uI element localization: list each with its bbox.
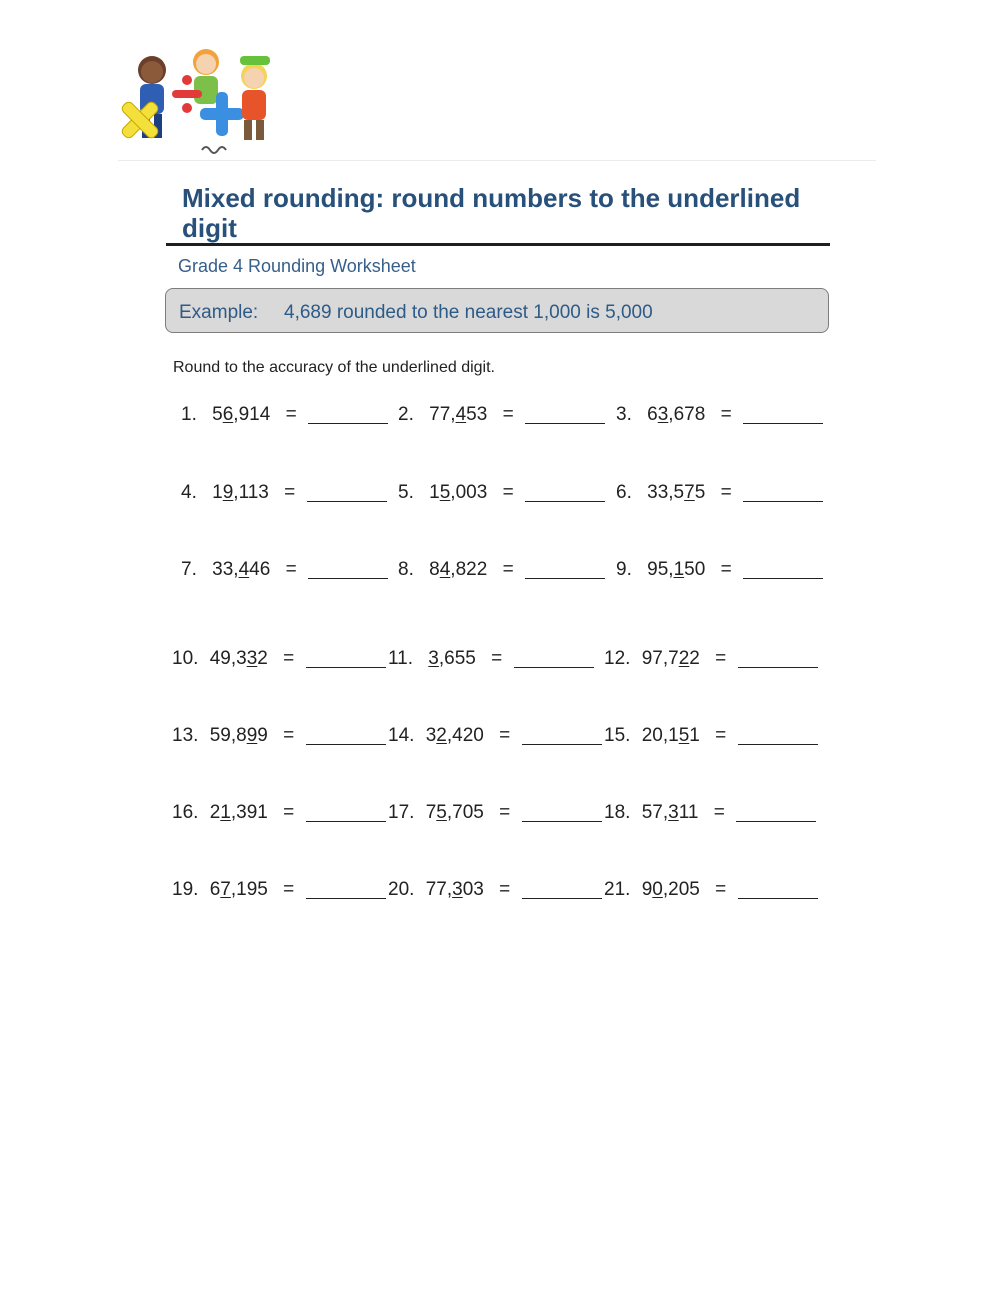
equals-sign: = <box>285 404 297 425</box>
problem-6 <box>616 482 823 504</box>
problem-label: 21. <box>604 879 631 900</box>
kids-math-logo-image <box>112 42 292 164</box>
answer-blank[interactable] <box>743 483 823 502</box>
problem-4 <box>181 482 387 504</box>
problem-10 <box>172 648 386 670</box>
problem-label: 3. <box>616 404 632 425</box>
equals-sign: = <box>720 482 732 503</box>
problem-7 <box>181 559 388 581</box>
problem-label: 20. <box>388 879 415 900</box>
problem-label: 14. <box>388 725 415 746</box>
equals-sign: = <box>284 482 296 503</box>
answer-blank[interactable] <box>738 726 818 745</box>
problem-label: 6. <box>616 482 632 503</box>
problem-number: 19,113 <box>212 482 269 503</box>
equals-sign: = <box>502 404 514 425</box>
problem-number: 63,678 <box>647 404 706 425</box>
underlined-digit: 5 <box>678 725 690 746</box>
problem-18 <box>604 802 816 824</box>
equals-sign: = <box>283 648 295 669</box>
problem-12 <box>604 648 818 670</box>
underlined-digit: 5 <box>436 802 447 823</box>
problem-label: 15. <box>604 725 631 746</box>
header-divider <box>118 160 876 161</box>
problem-label: 8. <box>398 559 414 580</box>
underlined-digit: 3 <box>428 648 439 669</box>
answer-blank[interactable] <box>743 405 823 424</box>
worksheet-title: Mixed rounding: round numbers to the underlined digit <box>182 183 801 243</box>
problem-3 <box>616 404 823 426</box>
problem-21 <box>604 879 818 901</box>
problem-number: 75,705 <box>425 802 484 823</box>
equals-sign: = <box>715 648 727 669</box>
problem-label: 13. <box>172 725 199 746</box>
problem-label: 7. <box>181 559 197 580</box>
underlined-digit: 7 <box>684 482 695 503</box>
equals-sign: = <box>491 648 503 669</box>
problem-15 <box>604 725 818 747</box>
problem-20 <box>388 879 602 901</box>
problem-number: 77,453 <box>429 404 488 425</box>
equals-sign: = <box>715 879 727 900</box>
equals-sign: = <box>499 725 511 746</box>
problem-number: 57,311 <box>641 802 699 823</box>
equals-sign: = <box>499 802 511 823</box>
equals-sign: = <box>502 482 514 503</box>
underlined-digit: 9 <box>222 482 234 503</box>
underlined-digit: 6 <box>222 404 234 425</box>
problem-label: 19. <box>172 879 199 900</box>
equals-sign: = <box>720 404 732 425</box>
problem-13 <box>172 725 386 747</box>
problem-label: 17. <box>388 802 415 823</box>
problem-number: 33,446 <box>212 559 271 580</box>
answer-blank[interactable] <box>738 649 818 668</box>
underlined-digit: 4 <box>238 559 250 580</box>
problem-label: 18. <box>604 802 631 823</box>
answer-blank[interactable] <box>738 880 818 899</box>
underlined-digit: 4 <box>455 404 467 425</box>
equals-sign: = <box>499 879 511 900</box>
problem-number: 21,391 <box>209 802 268 823</box>
problem-number: 33,575 <box>647 482 706 503</box>
underlined-digit: 1 <box>673 559 685 580</box>
problem-19 <box>172 879 386 901</box>
problem-number: 59,899 <box>209 725 268 746</box>
problem-label: 9. <box>616 559 632 580</box>
answer-blank[interactable] <box>736 803 816 822</box>
problem-label: 12. <box>604 648 631 669</box>
underlined-digit: 3 <box>657 404 669 425</box>
title-underline <box>166 243 830 246</box>
answer-blank[interactable] <box>525 560 605 579</box>
problem-17 <box>388 802 602 824</box>
underlined-digit: 1 <box>220 802 231 823</box>
problem-number: 95,150 <box>647 559 706 580</box>
problem-1 <box>181 404 388 426</box>
problem-11 <box>388 648 594 670</box>
problem-number: 67,195 <box>209 879 268 900</box>
answer-blank[interactable] <box>306 726 386 745</box>
problem-5 <box>398 482 605 504</box>
example-box <box>165 288 829 333</box>
answer-blank[interactable] <box>306 649 386 668</box>
problem-label: 4. <box>181 482 197 503</box>
worksheet-subtitle: Grade 4 Rounding Worksheet <box>178 256 416 276</box>
problem-14 <box>388 725 602 747</box>
equals-sign: = <box>502 559 514 580</box>
problem-number: 84,822 <box>429 559 488 580</box>
underlined-digit: 4 <box>439 559 451 580</box>
answer-blank[interactable] <box>525 483 605 502</box>
equals-sign: = <box>285 559 297 580</box>
equals-sign: = <box>720 559 732 580</box>
underlined-digit: 3 <box>246 648 258 669</box>
problem-number: 3,655 <box>428 648 476 669</box>
underlined-digit: 2 <box>436 725 447 746</box>
equals-sign: = <box>283 725 295 746</box>
answer-blank[interactable] <box>306 880 386 899</box>
problem-9 <box>616 559 823 581</box>
answer-blank[interactable] <box>308 560 388 579</box>
answer-blank[interactable] <box>522 726 602 745</box>
answer-blank[interactable] <box>522 803 602 822</box>
equals-sign: = <box>715 725 727 746</box>
underlined-digit: 0 <box>652 879 663 900</box>
problem-label: 5. <box>398 482 414 503</box>
problem-number: 77,303 <box>425 879 484 900</box>
problem-label: 11. <box>388 648 414 669</box>
answer-blank[interactable] <box>514 649 594 668</box>
problem-number: 49,332 <box>209 648 268 669</box>
problem-16 <box>172 802 386 824</box>
problem-number: 97,722 <box>641 648 700 669</box>
answer-blank[interactable] <box>522 880 602 899</box>
equals-sign: = <box>713 802 725 823</box>
answer-blank[interactable] <box>525 405 605 424</box>
problem-label: 16. <box>172 802 199 823</box>
answer-blank[interactable] <box>307 483 387 502</box>
problem-label: 10. <box>172 648 199 669</box>
example-label: Example: <box>179 302 259 323</box>
problem-number: 56,914 <box>212 404 271 425</box>
underlined-digit: 9 <box>246 725 258 746</box>
problem-number: 90,205 <box>641 879 700 900</box>
answer-blank[interactable] <box>308 405 388 424</box>
problem-label: 2. <box>398 404 414 425</box>
underlined-digit: 7 <box>220 879 231 900</box>
answer-blank[interactable] <box>306 803 386 822</box>
underlined-digit: 3 <box>668 802 679 823</box>
problem-8 <box>398 559 605 581</box>
equals-sign: = <box>283 802 295 823</box>
example-text: 4,689 rounded to the nearest 1,000 is 5,000 <box>284 302 653 323</box>
problem-number: 20,151 <box>641 725 700 746</box>
equals-sign: = <box>283 879 295 900</box>
underlined-digit: 2 <box>678 648 690 669</box>
problem-number: 32,420 <box>425 725 484 746</box>
underlined-digit: 5 <box>439 482 451 503</box>
answer-blank[interactable] <box>743 560 823 579</box>
problem-number: 15,003 <box>429 482 488 503</box>
instruction-text: Round to the accuracy of the underlined digit. <box>173 359 495 376</box>
problem-2 <box>398 404 605 426</box>
underlined-digit: 3 <box>452 879 463 900</box>
problem-label: 1. <box>181 404 197 425</box>
